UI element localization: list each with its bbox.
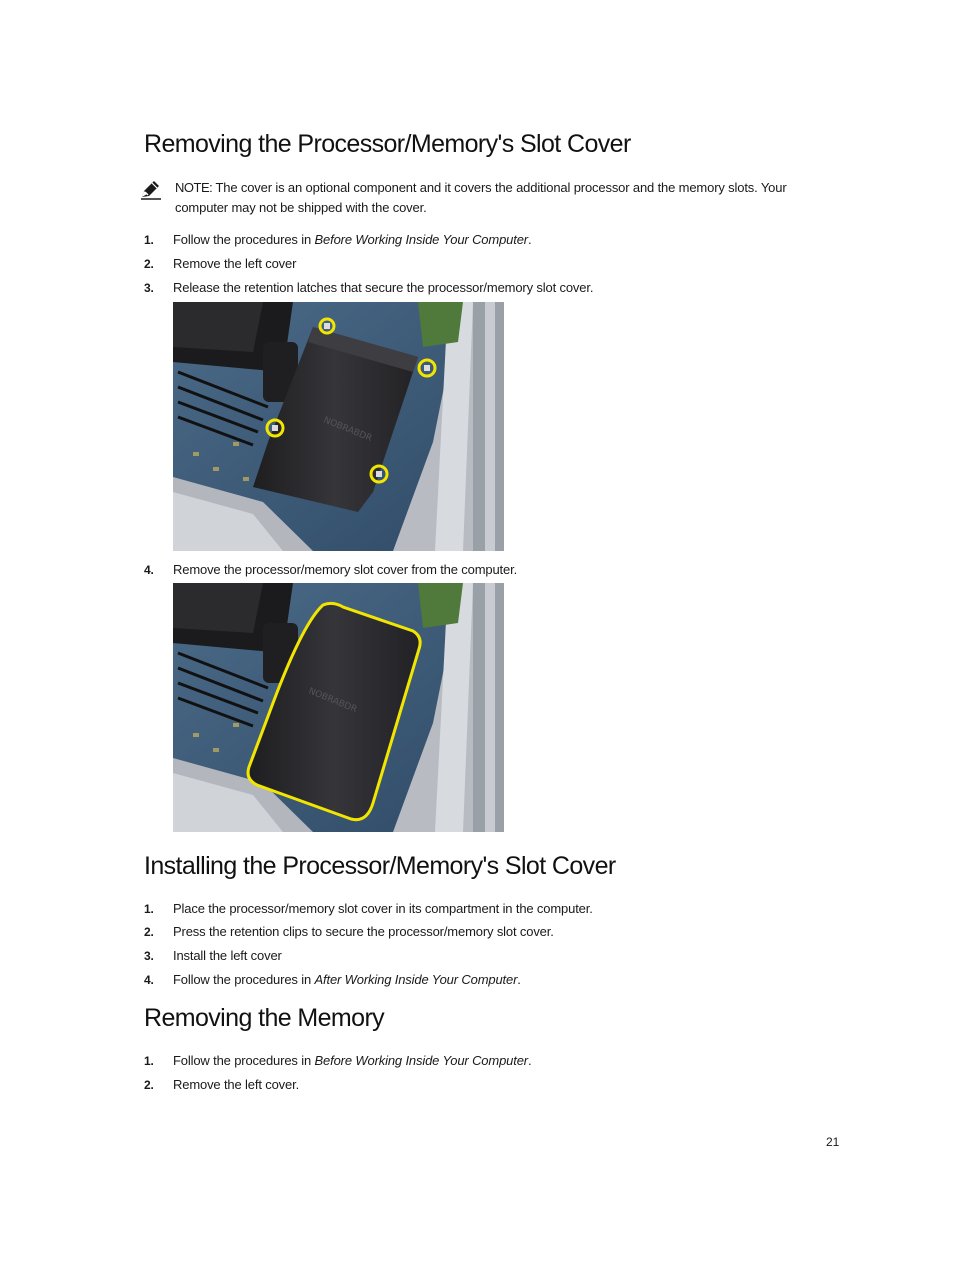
link-after-working[interactable]: After Working Inside Your Computer	[314, 972, 518, 987]
pencil-note-icon	[140, 180, 162, 200]
step-text: Install the left cover	[173, 948, 282, 963]
step-text: Follow the procedures in Before Working Inside Your Computer.	[173, 232, 532, 247]
step-number: 4.	[144, 973, 154, 987]
section-title-removing-memory: Removing the Memory	[144, 1004, 385, 1032]
step-text: Follow the procedures in Before Working Inside Your Computer.	[173, 1053, 532, 1068]
step-text: Remove the left cover.	[173, 1077, 300, 1092]
section-title-installing-slot-cover: Installing the Processor/Memory's Slot Cover	[144, 852, 616, 880]
step-text: Remove the processor/memory slot cover from the computer.	[173, 562, 518, 577]
photo-slot-cover-removal	[173, 583, 504, 832]
step-text: Remove the left cover	[173, 256, 297, 271]
step-text: Place the processor/memory slot cover in its compartment in the computer.	[173, 901, 593, 916]
step-text: Press the retention clips to secure the processor/memory slot cover.	[173, 924, 554, 939]
step-number: 1.	[144, 1054, 154, 1068]
note-body: The cover is an optional component and it covers the additional processor and the memory slots. Your computer may not be shipped with the cover.	[175, 180, 787, 215]
page-number: 21	[826, 1135, 840, 1149]
step-number: 4.	[144, 563, 154, 577]
step-number: 1.	[144, 902, 154, 916]
svg-text:NOBRABDR: NOBRABDR	[321, 415, 374, 445]
photo-retention-latches	[173, 302, 504, 551]
step-number: 2.	[144, 1078, 154, 1092]
step-number: 2.	[144, 925, 154, 939]
step-number: 3.	[144, 281, 154, 295]
step-number: 2.	[144, 257, 154, 271]
svg-text:NOBRABDR: NOBRABDR	[306, 686, 359, 716]
step-number: 3.	[144, 949, 154, 963]
link-before-working[interactable]: Before Working Inside Your Computer	[314, 1053, 528, 1068]
note-label: NOTE:	[175, 180, 213, 195]
step-number: 1.	[144, 233, 154, 247]
step-text: Release the retention latches that secure the processor/memory slot cover.	[173, 280, 594, 295]
section-title-removing-slot-cover: Removing the Processor/Memory's Slot Cover	[144, 130, 631, 158]
step-text: Follow the procedures in After Working Inside Your Computer.	[173, 972, 521, 987]
note-text	[175, 178, 825, 217]
link-before-working[interactable]: Before Working Inside Your Computer	[314, 232, 528, 247]
